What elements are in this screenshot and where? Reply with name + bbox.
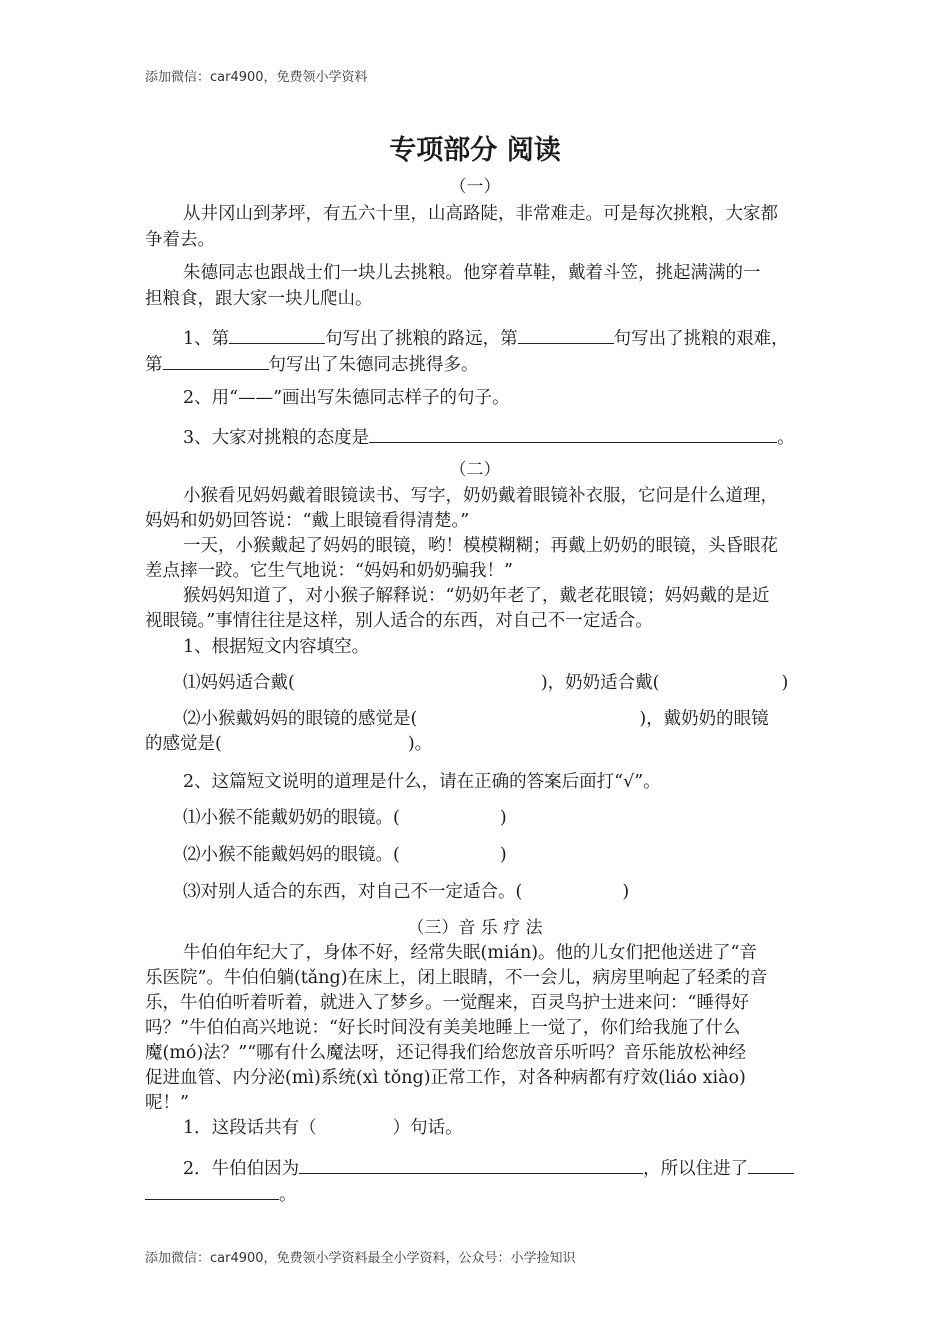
q1-end: 句写出了朱德同志挑得多。 [268, 355, 479, 375]
q1b2-end: )。 [407, 734, 433, 754]
option-1-close: ) [499, 808, 507, 828]
section-1-heading: （一） [449, 177, 501, 197]
s3-answer-blank-2b[interactable] [145, 1181, 279, 1200]
s3-q1-prefix: 1．这段话共有（ [183, 1118, 317, 1138]
s3-q1-end: ）句话。 [392, 1118, 463, 1138]
header-note: 添加微信：car4900，免费领小学资料 [145, 70, 368, 85]
s1-question-2: 2、用“——”画出写朱德同志样子的句子。 [183, 388, 510, 408]
s3-answer-blank-1[interactable] [299, 1155, 643, 1174]
footer-note: 添加微信：car4900，免费领小学资料最全小学资料，公众号：小学捡知识 [145, 1251, 576, 1266]
s2-option-3 [183, 881, 629, 903]
q1a-prefix: ⑴妈妈适合戴( [183, 673, 295, 693]
s1-paragraph-2-line-2: 担粮食，跟大家一块儿爬山。 [145, 289, 373, 309]
q1a-mid: )，奶奶适合戴( [540, 673, 660, 693]
s2-question-2: 2、这篇短文说明的道理是什么，请在正确的答案后面打“√”。 [183, 772, 661, 792]
page-title: 专项部分 阅读 [389, 135, 561, 166]
s3-q2-mid: ，所以住进了 [643, 1159, 749, 1179]
q1-mid-2: 句写出了挑粮的艰难， [613, 329, 789, 349]
option-2-close: ) [499, 845, 507, 865]
section-3-heading: （三）音 乐 疗 法 [407, 918, 543, 938]
s3-line-2: 乐医院”。牛伯伯躺(tǎng)在床上，闭上眼睛，不一会儿，病房里响起了轻柔的音 [145, 968, 768, 988]
q1-mid-1: 句写出了挑粮的路远，第 [325, 329, 518, 349]
s3-line-6: 促进血管、内分泌(mì)系统(xì tǒng)正常工作，对各种病都有疗效(liáo xiào) [145, 1068, 746, 1088]
q1b2-prefix: 的感觉是( [145, 734, 222, 754]
answer-blank-1[interactable] [229, 325, 325, 344]
s1-paragraph-1-line-1: 从井冈山到茅坪，有五六十里，山高路陡，非常难走。可是每次挑粮，大家都 [183, 204, 778, 224]
s3-q2-end: 。 [279, 1185, 297, 1205]
s2-paragraph-1-line-2: 妈妈和奶奶回答说：“戴上眼镜看得清楚。” [145, 511, 470, 531]
s1-question-3 [183, 424, 795, 449]
q3-prefix: 3、大家对挑粮的态度是 [183, 428, 370, 448]
section-2-heading: （二） [449, 460, 501, 480]
q1b-prefix: ⑵小猴戴妈妈的眼镜的感觉是( [183, 709, 418, 729]
s3-answer-blank-2a[interactable] [748, 1155, 794, 1174]
s3-line-5: 魔(mó)法？”“哪有什么魔法呀，还记得我们给您放音乐听吗？音乐能放松神经 [145, 1043, 747, 1063]
s3-line-3: 乐，牛伯伯听着听着，就进入了梦乡。一觉醒来，百灵鸟护士进来问：“睡得好 [145, 993, 749, 1013]
q1-prefix: 1、第 [183, 329, 230, 349]
answer-blank-4[interactable] [369, 424, 777, 443]
s1-paragraph-2-line-1: 朱德同志也跟战士们一块儿去挑粮。他穿着草鞋，戴着斗笠，挑起满满的一 [183, 263, 761, 283]
s1-question-1-cont [145, 351, 479, 376]
s2-paragraph-3-line-2: 视眼镜。”事情往往是这样，别人适合的东西，对自己不一定适合。 [145, 611, 653, 631]
option-3-text: ⑶对别人适合的东西，对自己不一定适合。( [183, 882, 523, 902]
s2-paragraph-3-line-1: 猴妈妈知道了，对小猴子解释说：“奶奶年老了，戴老花眼镜；妈妈戴的是近 [183, 586, 770, 606]
option-3-close: ) [622, 882, 630, 902]
s2-question-1a [183, 672, 788, 694]
s2-paragraph-2-line-2: 差点摔一跤。它生气地说：“妈妈和奶奶骗我！” [145, 561, 513, 581]
s3-question-2-cont [145, 1181, 297, 1206]
option-2-text: ⑵小猴不能戴妈妈的眼镜。( [183, 845, 400, 865]
s1-paragraph-1-line-2: 争着去。 [145, 230, 215, 250]
s2-option-1 [183, 807, 507, 829]
s3-question-1 [183, 1117, 463, 1139]
answer-blank-2[interactable] [518, 325, 614, 344]
q3-end: 。 [777, 428, 795, 448]
s3-q2-prefix: 2．牛伯伯因为 [183, 1159, 300, 1179]
s2-question-1: 1、根据短文内容填空。 [183, 637, 370, 657]
q1b-end: )，戴奶奶的眼镜 [639, 709, 769, 729]
s3-line-4: 吗？”牛伯伯高兴地说：“好长时间没有美美地睡上一觉了，你们给我施了什么 [145, 1018, 741, 1038]
option-1-text: ⑴小猴不能戴奶奶的眼镜。( [183, 808, 400, 828]
s3-line-1: 牛伯伯年纪大了，身体不好，经常失眠(mián)。他的儿女们把他送进了“音 [183, 943, 757, 963]
s2-question-1b [183, 708, 769, 730]
s2-paragraph-2-line-1: 一天，小猴戴起了妈妈的眼镜，哟！模模糊糊；再戴上奶奶的眼镜，头昏眼花 [183, 536, 778, 556]
s3-question-2 [183, 1155, 794, 1180]
s2-option-2 [183, 844, 507, 866]
q1-prefix-2: 第 [145, 355, 163, 375]
answer-blank-3[interactable] [163, 351, 269, 370]
s2-paragraph-1-line-1: 小猴看见妈妈戴着眼镜读书、写字，奶奶戴着眼镜补衣服，它问是什么道理， [183, 486, 778, 506]
s3-line-7: 呢！” [145, 1093, 189, 1113]
s1-question-1 [183, 325, 789, 350]
q1a-end: ) [781, 673, 789, 693]
s2-question-1b-cont [145, 733, 432, 755]
